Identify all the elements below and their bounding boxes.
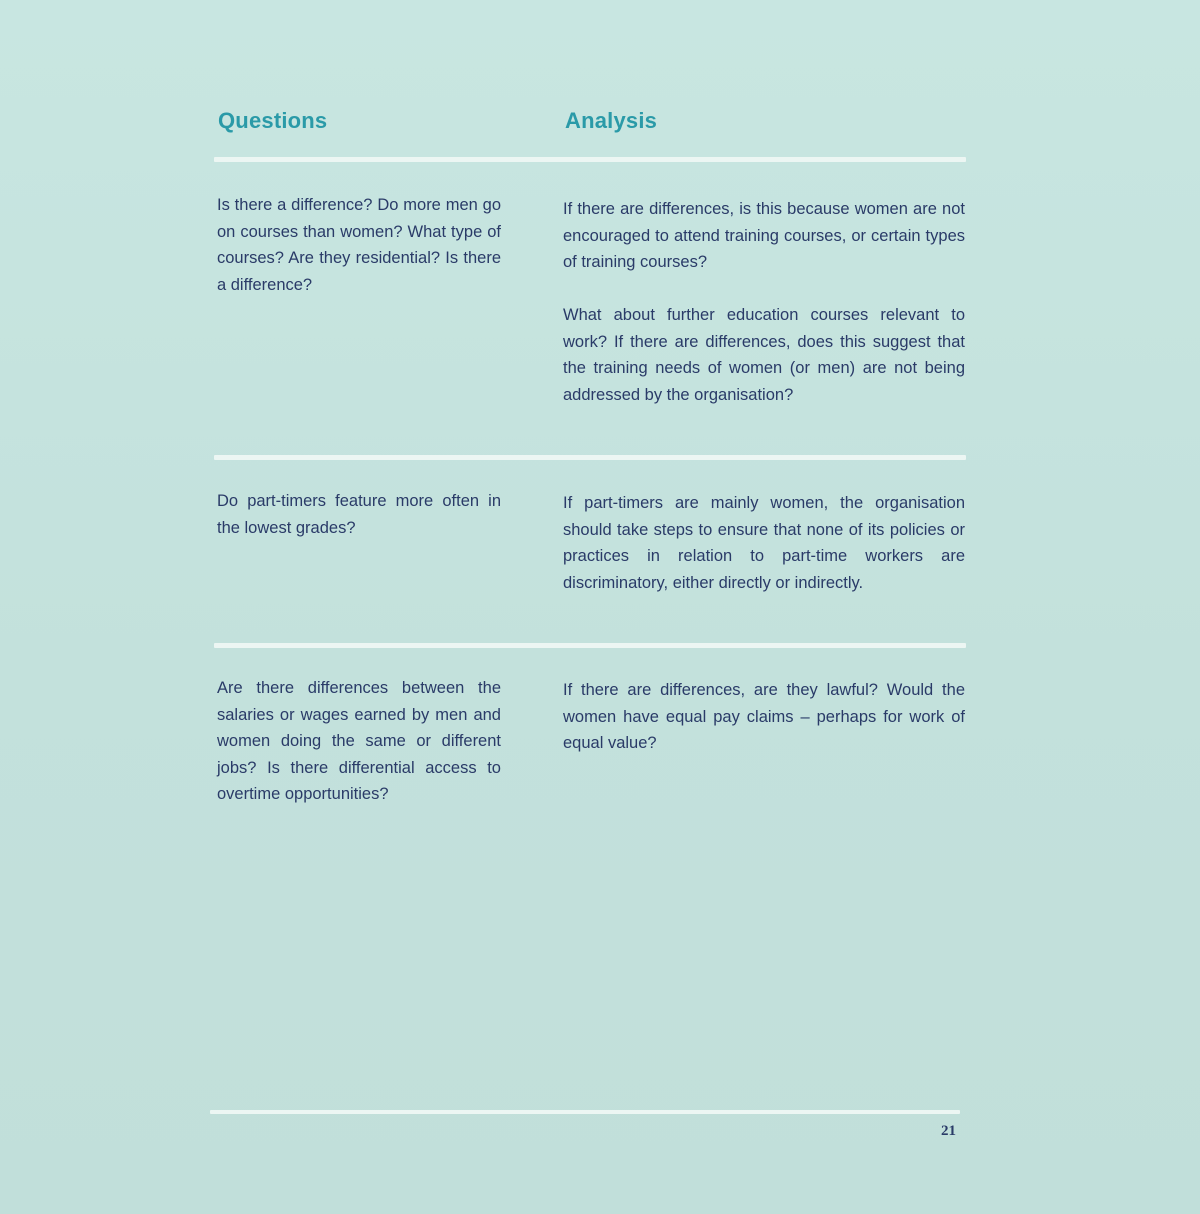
- divider-rule: [214, 157, 966, 162]
- analysis-text-3: If there are differences, are they lawful? Would the women have equal pay claims – perhaps for work of equal value?: [563, 681, 965, 752]
- analysis-text-1b: What about further education courses relevant to work? If there are differences, does this suggest that the training needs of women (or men) are not being addressed by the organisation?: [563, 306, 965, 404]
- question-text-1: Is there a difference? Do more men go on courses than women? What type of courses? Are they residential? Is there a difference?: [217, 196, 501, 294]
- footer-rule: [210, 1110, 960, 1114]
- page-number: 21: [941, 1123, 956, 1139]
- questions-heading: Questions: [218, 108, 328, 133]
- analysis-text-1a: If there are differences, is this because women are not encouraged to attend training courses, or certain types of training courses?: [563, 200, 965, 271]
- analysis-heading: Analysis: [565, 108, 658, 133]
- analysis-text-2: If part-timers are mainly women, the organisation should take steps to ensure that none of its policies or practices in relation to part-time workers are discriminatory, either directly or indirectly.: [563, 494, 965, 592]
- question-text-3: Are there differences between the salaries or wages earned by men and women doing the same or different jobs? Is there differential access to overtime opportunities?: [217, 679, 501, 803]
- question-text-2: Do part-timers feature more often in the lowest grades?: [217, 492, 501, 537]
- divider-rule: [214, 643, 966, 648]
- divider-rule: [214, 455, 966, 460]
